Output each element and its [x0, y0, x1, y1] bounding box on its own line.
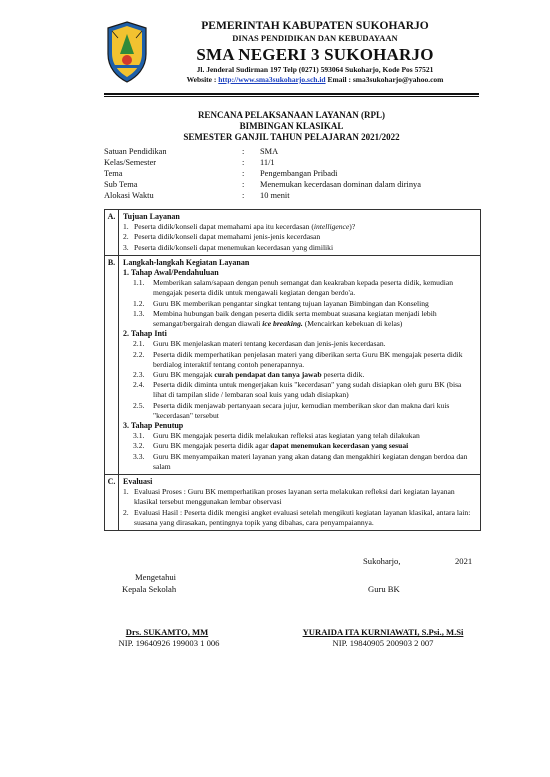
- section-c-heading: Evaluasi: [123, 477, 153, 487]
- section-a-label: A.: [105, 210, 119, 255]
- letterhead-school-name: SMA NEGERI 3 SUKOHARJO: [196, 45, 434, 64]
- section-a-body: [119, 210, 480, 255]
- letterhead-contacts: [150, 75, 480, 85]
- section-a-heading: Tujuan Layanan: [123, 212, 180, 221]
- counselor-name: YURAIDA ITA KURNIAWATI, S.Psi., M.Si: [302, 627, 464, 637]
- title-line-3: SEMESTER GANJIL TAHUN PELAJARAN 2021/2022: [183, 132, 400, 142]
- list-item: 1.1. Memberikan salam/sapaan dengan penuh semangat dan keakraban kepada peserta didik, kemudian mengajak peserta didik untuk mengawali kegiatan dengan berdo'a.: [133, 278, 454, 298]
- list-item: 3.2. Guru BK mengajak peserta didik agar dapat menemukan kecerdasan yang sesuai: [133, 441, 409, 451]
- identity-row: Satuan Pendidikan : SMA: [104, 147, 279, 156]
- list-item: 3.1. Guru BK mengajak peserta didik melakukan refleksi atas kegiatan yang telah dilakukan: [133, 431, 420, 441]
- title-line-1: RENCANA PELAKSANAAN LAYANAN (RPL): [197, 110, 386, 120]
- plan-table: [104, 209, 481, 531]
- list-item: 2.5. Peserta didik menjawab pertanyaan secara jujur, kemudian memberikan skor dan makna dari kuis "kecerdasan" tersebut: [133, 400, 450, 420]
- list-item: 2. Peserta didik/konseli dapat memahami jenis-jenis kecerdasan: [123, 232, 321, 242]
- identity-row: Tema : Pengembangan Pribadi: [104, 169, 338, 178]
- list-item: 2.1. Guru BK menjelaskan materi tentang kecerdasan dan jenis-jenis kecerdasan.: [133, 339, 386, 349]
- title-line-2: BIMBINGAN KLASIKAL: [239, 121, 344, 131]
- letterhead-government: PEMERINTAH KABUPATEN SUKOHARJO: [201, 20, 429, 32]
- section-a: [105, 210, 480, 255]
- principal-nip: NIP. 19640926 199003 1 006: [118, 638, 220, 648]
- list-item: 1. Peserta didik/konseli dapat memahami apa itu kecerdasan (intelligence)?: [123, 222, 356, 232]
- website-label: Website :: [186, 75, 219, 84]
- identity-row: Kelas/Semester : 11/1: [104, 158, 275, 167]
- identity-table: [104, 146, 479, 201]
- signature-year: 2021: [455, 556, 473, 566]
- section-c-label: C.: [105, 475, 119, 530]
- list-item: 3. Peserta didik/konseli dapat menemukan kecerdasan yang dimiliki: [123, 242, 334, 252]
- identity-row: Sub Tema : Menemukan kecerdasan dominan dalam dirinya: [104, 180, 421, 189]
- identity-row: Alokasi Waktu : 10 menit: [104, 191, 290, 200]
- counselor-role: Guru BK: [368, 584, 400, 594]
- list-item: 2.3. Guru BK mengajak curah pendapat dan tanya jawab peserta didik.: [133, 370, 365, 380]
- website-link[interactable]: http://www.sma3sukoharjo.sch.id: [218, 75, 326, 84]
- list-item: 2.4. Peserta didik diminta untuk mengerjakan kuis "kecerdasan" yang sudah disiapkan oleh guru BK (bisa lihat di tampilan slide / lembaran soal kuis yang udah disiapkan): [133, 380, 462, 400]
- letterhead-rule-thin: [104, 96, 479, 97]
- list-item: 1. Evaluasi Proses : Guru BK memperhatikan proses layanan serta melakukan refleksi dari kegiatan layanan klasikal tersebut menggunakan lembar observasi: [123, 487, 455, 507]
- regency-emblem-logo: [104, 20, 150, 84]
- letterhead-rule-thick: [104, 93, 479, 95]
- section-b: [105, 255, 480, 474]
- section-b-body: [119, 256, 480, 474]
- counselor-nip: NIP. 19840905 200903 2 007: [332, 638, 434, 648]
- email-text: Email : sma3sukoharjo@yahoo.com: [325, 75, 444, 84]
- list-item: 2.2. Peserta didik memperhatikan penjelasan materi yang diberikan serta Guru BK mengajak peserta didik berdialog interaktif tentang contoh penerapannya.: [133, 349, 463, 369]
- list-item: 1.3. Membina hubungan baik dengan peserta didik serta membuat suasana kegiatan menjadi lebih semangat/bergairah dengan diawali ice breaking. (Mencairkan kebekuan di kelas): [133, 308, 437, 329]
- section-c-body: [119, 475, 480, 530]
- signature-place: Sukoharjo,: [363, 556, 401, 566]
- section-b-heading: Langkah-langkah Kegiatan Layanan: [123, 257, 250, 267]
- principal-role: Kepala Sekolah: [122, 584, 177, 594]
- letterhead-address: Jl. Jenderal Sudirman 197 Telp (0271) 593064 Sukoharjo, Kode Pos 57521: [196, 65, 434, 74]
- section-b-label: B.: [105, 256, 119, 474]
- stage-2-title: 2. Tahap Inti: [123, 329, 167, 339]
- stage-3-title: 3. Tahap Penutup: [123, 421, 184, 431]
- stage-1-title: 1. Tahap Awal/Pendahuluan: [123, 268, 219, 278]
- letterhead-department: DINAS PENDIDIKAN DAN KEBUDAYAAN: [232, 33, 398, 43]
- letterhead: [150, 20, 480, 85]
- section-c: [105, 474, 480, 530]
- document-title: [104, 110, 479, 143]
- list-item: 1.2. Guru BK memberikan pengantar singkat tentang tujuan layanan Bimbingan dan Konseling: [133, 298, 429, 308]
- principal-name: Drs. SUKAMTO, MM: [125, 627, 209, 637]
- acknowledged-label: Mengetahui: [135, 572, 177, 582]
- list-item: 2. Evaluasi Hasil : Peserta didik mengisi angket evaluasi setelah mengikuti kegiatan layanan klasikal, antara lain: suasana yang dirasakan, pentingnya topik yang dibahas, cara penyampaiannya.: [123, 507, 471, 527]
- list-item: 3.3. Guru BK menyampaikan materi layanan yang akan datang dan mengakhiri kegiatan dengan berdoa dan salam: [133, 451, 468, 471]
